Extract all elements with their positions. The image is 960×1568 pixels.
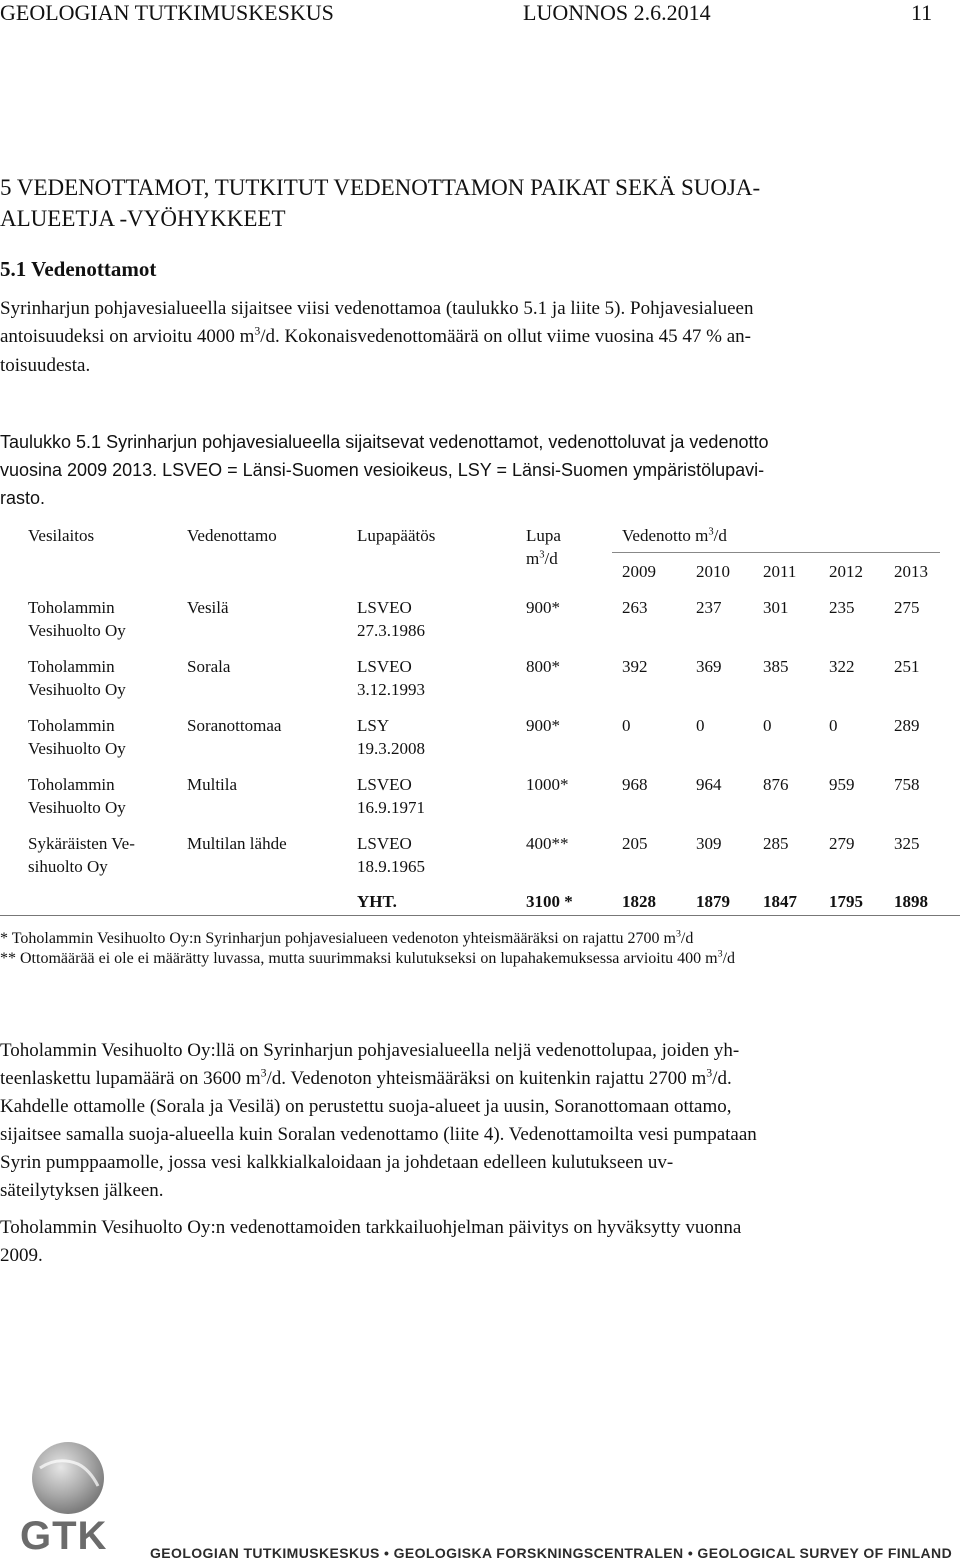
cell-2011: 876 <box>763 775 789 794</box>
cell-vedenottamo: Multilan lähde <box>187 834 287 853</box>
subsection-heading: 5.1 Vedenottamot <box>0 257 157 281</box>
year-header: 2012 <box>829 562 863 581</box>
cell-vesilaitos: Toholammin <box>28 716 115 735</box>
cell-lupa: 400** <box>526 834 569 853</box>
body-p1-line-5: Syrin pumppaamolle, jossa vesi kalkkialkaloidaan ja johdetaan edelleen kulutukseen uv- <box>0 1152 674 1173</box>
total-2011: 1847 <box>763 892 797 911</box>
cell-2012: 0 <box>829 716 838 735</box>
cell-vesilaitos: Toholammin <box>28 657 115 676</box>
cell-lupapaatos-date: 16.9.1971 <box>357 798 425 817</box>
cell-lupa: 900* <box>526 716 560 735</box>
cell-vesilaitos: Toholammin <box>28 598 115 617</box>
col-header-vesilaitos: Vesilaitos <box>28 526 95 545</box>
cell-2010: 0 <box>696 716 705 735</box>
cell-2009: 205 <box>622 834 648 853</box>
table-caption-line-2: vuosina 2009 2013. LSVEO = Länsi-Suomen vesioikeus, LSY = Länsi-Suomen ympäristölupavi- <box>0 460 765 480</box>
cell-lupapaatos-date: 19.3.2008 <box>357 739 425 758</box>
body-p1-line-4: sijaitsee samalla suoja-alueella kuin Soralan vedenottamo (liite 4). Vedenottamoilta vesi pumpataan <box>0 1124 757 1145</box>
table-bottom-rule <box>0 915 960 916</box>
cell-2012: 322 <box>829 657 855 676</box>
cell-vedenottamo: Sorala <box>187 657 231 676</box>
cell-2011: 301 <box>763 598 789 617</box>
cell-2009: 968 <box>622 775 648 794</box>
body-p2-line-2: 2009. <box>0 1245 43 1266</box>
total-label: YHT. <box>357 892 397 911</box>
cell-lupapaatos-date: 27.3.1986 <box>357 621 425 640</box>
col-header-lupa: Lupa <box>526 526 561 545</box>
table-note-1: * Toholammin Vesihuolto Oy:n Syrinharjun pohjavesialueen vedenoton yhteismääräksi on rajattu 2700 $m^3/d$ <box>0 928 694 947</box>
body-p1-line-3: Kahdelle ottamolle (Sorala ja Vesilä) on perustettu suoja-alueet ja uusin, Soranottomaan ottamo, <box>0 1096 732 1117</box>
cell-vesilaitos: Toholammin <box>28 775 115 794</box>
cell-2013: 758 <box>894 775 920 794</box>
header-draft-date: LUONNOS 2.6.2014 <box>523 0 711 25</box>
cell-lupapaatos: LSY <box>357 716 390 735</box>
body-p1-line-6: säteilytyksen jälkeen. <box>0 1180 164 1201</box>
year-header: 2010 <box>696 562 730 581</box>
header-organization: GEOLOGIAN TUTKIMUSKESKUS <box>0 0 334 25</box>
cell-vesilaitos: Vesihuolto Oy <box>28 621 126 640</box>
col-header-lupapaatos: Lupapäätös <box>357 526 436 545</box>
table-caption-line-1: Taulukko 5.1 Syrinharjun pohjavesialueella sijaitsevat vedenottamot, vedenottoluvat ja vedenotto <box>0 432 769 452</box>
cell-2009: 263 <box>622 598 648 617</box>
year-header: 2009 <box>622 562 656 581</box>
cell-lupapaatos-date: 18.9.1965 <box>357 857 425 876</box>
cell-2009: 0 <box>622 716 631 735</box>
cell-2011: 285 <box>763 834 789 853</box>
table-note-2: ** Ottomäärää ei ole ei määrätty luvassa, mutta suurimmaksi kulutukseksi on lupahakemuksessa arvioitu 400 $m^3/d$ <box>0 948 736 967</box>
section-heading-line1: 5 VEDENOTTAMOT, TUTKITUT VEDENOTTAMON PAIKAT SEKÄ SUOJA- <box>0 175 761 200</box>
cell-2012: 279 <box>829 834 855 853</box>
cell-2010: 237 <box>696 598 722 617</box>
gtk-logo-text: GTK <box>20 1514 108 1558</box>
cell-lupapaatos: LSVEO <box>357 775 412 794</box>
header-page-number: 11 <box>911 0 933 25</box>
total-2009: 1828 <box>622 892 656 911</box>
intro-line-3: toisuudesta. <box>0 355 91 376</box>
cell-lupa: 800* <box>526 657 560 676</box>
cell-lupa: 900* <box>526 598 560 617</box>
gtk-logo <box>18 1438 118 1558</box>
col-header-vedenottamo: Vedenottamo <box>187 526 277 545</box>
cell-lupapaatos-date: 3.12.1993 <box>357 680 425 699</box>
cell-2013: 289 <box>894 716 920 735</box>
cell-vedenottamo: Soranottomaa <box>187 716 282 735</box>
intro-line-2: antoisuudeksi on arvioitu 4000 $m^3/d$. Kokonaisvedenottomäärä on ollut viime vuosina 45 47 % an- <box>0 324 751 347</box>
table-caption-line-3: rasto. <box>0 488 46 508</box>
cell-vedenottamo: Multila <box>187 775 238 794</box>
cell-2009: 392 <box>622 657 648 676</box>
cell-lupapaatos: LSVEO <box>357 598 412 617</box>
intro-line-1: Syrinharjun pohjavesialueella sijaitsee viisi vedenottamoa (taulukko 5.1 ja liite 5). Pohjavesialueen <box>0 298 754 319</box>
cell-2013: 325 <box>894 834 920 853</box>
cell-vedenottamo: Vesilä <box>187 598 229 617</box>
cell-lupa: 1000* <box>526 775 569 794</box>
body-p2-line-1: Toholammin Vesihuolto Oy:n vedenottamoiden tarkkailuohjelman päivitys on hyväksytty vuonna <box>0 1217 742 1238</box>
cell-vesilaitos: Vesihuolto Oy <box>28 680 126 699</box>
col-header-lupa-unit: $m^3/d$ <box>526 549 558 568</box>
cell-lupapaatos: LSVEO <box>357 834 412 853</box>
cell-2010: 369 <box>696 657 722 676</box>
cell-2012: 235 <box>829 598 855 617</box>
total-2010: 1879 <box>696 892 730 911</box>
cell-vesilaitos: Vesihuolto Oy <box>28 798 126 817</box>
cell-2013: 251 <box>894 657 920 676</box>
cell-2013: 275 <box>894 598 920 617</box>
section-heading-line2: ALUEETJA -VYÖHYKKEET <box>0 206 286 231</box>
body-p1-line-1: Toholammin Vesihuolto Oy:llä on Syrinharjun pohjavesialueella neljä vedenottolupaa, joiden yh- <box>0 1040 740 1061</box>
year-header: 2011 <box>763 562 797 581</box>
cell-2011: 385 <box>763 657 789 676</box>
cell-vesilaitos: Vesihuolto Oy <box>28 739 126 758</box>
body-p1-line-2: teenlaskettu lupamäärä on 3600 $m^3/d$. Vedenoton yhteismääräksi on kuitenkin rajattu 2700 $m^3/d$. <box>0 1066 732 1089</box>
cell-vesilaitos: sihuolto Oy <box>28 857 108 876</box>
total-2012: 1795 <box>829 892 863 911</box>
cell-vesilaitos: Sykäräisten Ve- <box>28 834 135 853</box>
col-header-vedenotto: Vedenotto $m^3/d$ <box>622 526 727 545</box>
cell-2010: 309 <box>696 834 722 853</box>
cell-2010: 964 <box>696 775 722 794</box>
footer-organizations: GEOLOGIAN TUTKIMUSKESKUS • GEOLOGISKA FORSKNINGSCENTRALEN • GEOLOGICAL SURVEY OF FINLAND <box>150 1545 953 1561</box>
total-2013: 1898 <box>894 892 928 911</box>
year-header-divider <box>612 552 940 553</box>
cell-2011: 0 <box>763 716 772 735</box>
cell-lupapaatos: LSVEO <box>357 657 412 676</box>
cell-2012: 959 <box>829 775 855 794</box>
total-lupa: 3100 * <box>526 892 573 911</box>
year-header: 2013 <box>894 562 928 581</box>
